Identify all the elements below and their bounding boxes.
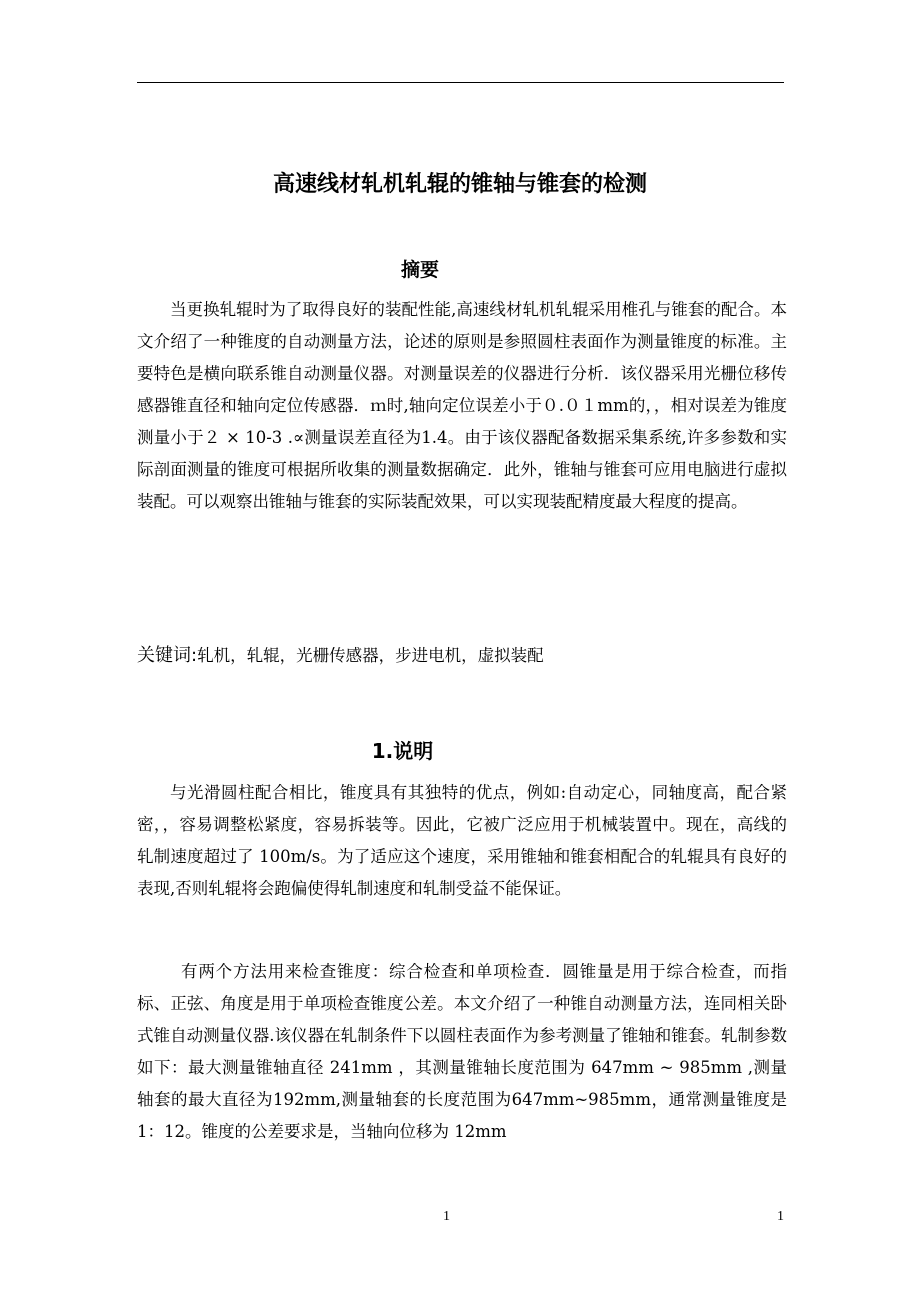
keywords-separator: : bbox=[191, 645, 198, 666]
keywords-text: 轧机，轧辊，光栅传感器，步进电机，虚拟装配 bbox=[197, 646, 544, 665]
document-title: 高速线材轧机轧辊的锥轴与锥套的检测 bbox=[272, 172, 647, 197]
keywords-line bbox=[137, 641, 787, 671]
abstract-text: 当更换轧辊时为了取得良好的装配性能,高速线材轧机轧辊采用椎孔与锥套的配合。本文介绍了一种锥度的自动测量方法，论述的原则是参照圆柱表面作为测量锥度的标准。主要特色是横向联系锥自动测量仪器。对测量误差的仪器进行分析．该仪器采用光栅位移传感器锥直径和轴向定位传感器．ｍ时,轴向定位误差小于０.０１mm的，，相对误差为锥度测量小于２ × 10-3 .∝测量误差直径为1.4。由于该仪器配备数据采集系统,许多参数和实际剖面测量的锥度可根据所收集的测量数据确定．此外，锥轴与锥套可应用电脑进行虚拟装配。可以观察出锥轴与锥套的实际装配效果，可以实现装配精度最大程度的提高。 bbox=[137, 300, 787, 511]
section-paragraph-2: 有两个方法用来检查锥度：综合检查和单项检查．圆锥量是用于综合检查，而指标、正弦、角度是用于单项检查锥度公差。本文介绍了一种锥自动测量方法，连同相关卧式锥自动测量仪器.该仪器在轧制条件下以圆柱表面作为参考测量了锥轴和锥套。轧制参数如下：最大测量锥轴直径 241mm ，其测量锥轴长度范围为 647mm ~ 985mm ,测量轴套的最大直径为192mm,测量轴套的长度范围为647mm~985mm，通常测量锥度是 1：12。锥度的公差要求是，当轴向位移为 12mm bbox=[137, 962, 787, 1141]
abstract-heading: 摘要 bbox=[400, 259, 439, 281]
header-rule bbox=[137, 82, 784, 83]
section-heading: 1.说明 bbox=[371, 739, 434, 763]
page-number-center: 1 bbox=[443, 1209, 450, 1224]
page-number-right: 1 bbox=[777, 1209, 784, 1224]
section-paragraph-1: 与光滑圆柱配合相比，锥度具有其独特的优点，例如:自动定心，同轴度高，配合紧密，，容易调整松紧度，容易拆装等。因此，它被广泛应用于机械装置中。现在，高线的轧制速度超过了 100m/s。为了适应这个速度，采用锥轴和锥套相配合的轧辊具有良好的表现,否则轧辊将会跑偏使得轧制速度和轧制受益不能保证。 bbox=[137, 783, 787, 898]
keywords-label: 关键词 bbox=[137, 645, 191, 666]
